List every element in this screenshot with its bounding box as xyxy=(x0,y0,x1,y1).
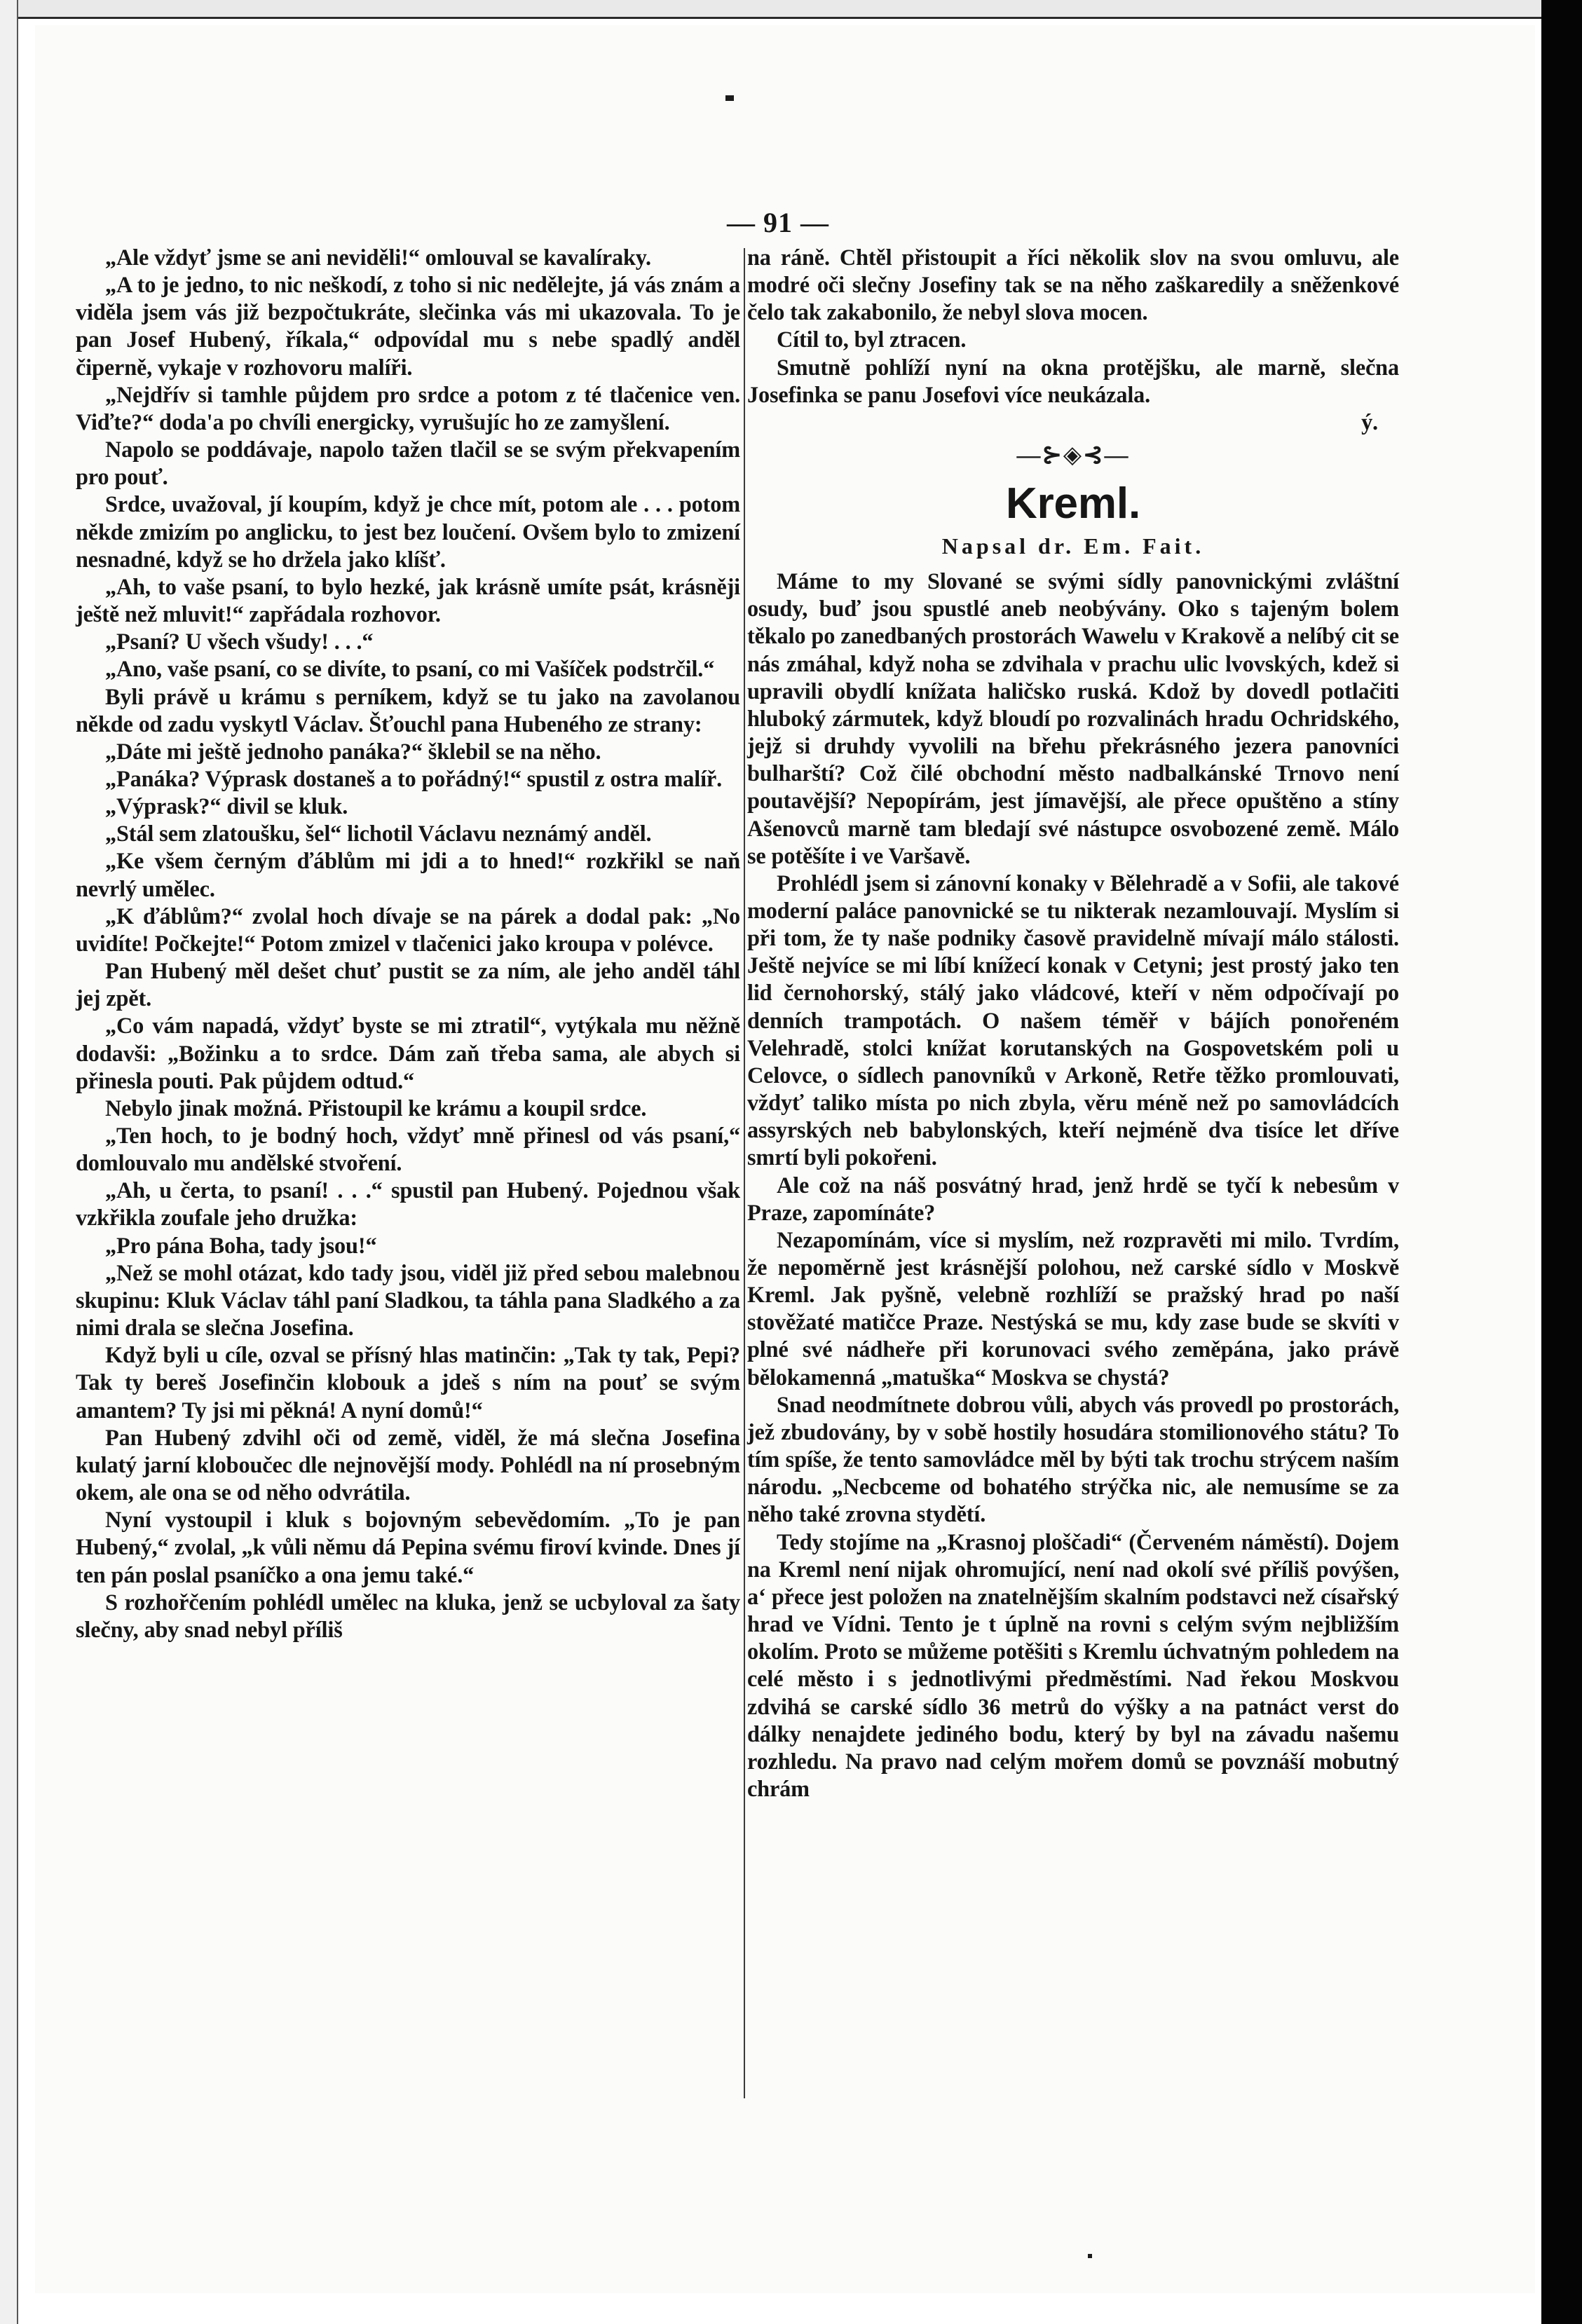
paragraph: Srdce, uvažoval, jí koupím, když je chce mít, potom ale . . . potom někde zmizím po anglicku, to jest bez loučení. Ovšem bylo to zmizení nesnadné, když se ho držela jako klíšť. xyxy=(76,491,740,572)
paragraph: Máme to my Slované se svými sídly panovnickými zvláštní osudy, buď jsou spustlé aneb neobývány. Oko s tajeným bolem těkalo po zanedbaných prostorách Wawelu v Krakově a nelíbý cit se nás zmáhal, když noha se zdvihala v prachu ulic lvovských, kdež si upravili obydlí knížata haličsko ruská. Kdož by dovedl potlačiti hluboký zármutek, když bloudí po rozvalinách hradu Ochridského, jejž si druhdy vyvolili na břehu překrásného jezera panovníci bulharští? Což čilé obchodní město nadbalkánské Trnovo není poutavější? Nepopírám, jest jímavější, ale přece opuštěno a stíny Ašenovců marně tam bledají své nástupce osvobozené země. Málo se potěšíte i ve Varšavě. xyxy=(747,568,1399,868)
right-column xyxy=(747,244,1399,1803)
scan-right-edge xyxy=(1541,0,1582,2324)
paragraph: Nebylo jinak možná. Přistoupil ke krámu a koupil srdce. xyxy=(105,1095,647,1121)
paragraph: „Nejdřív si tamhle půjdem pro srdce a potom z té tlačenice ven. Viďte?“ doda'a po chvíli energicky, vyrušujíc ho ze zamyšlení. xyxy=(76,381,740,435)
paragraph: „Pro pána Boha, tady jsou!“ xyxy=(105,1232,377,1258)
paragraph: „Dáte mi ještě jednoho panáka?“ šklebil se na něho. xyxy=(105,738,601,764)
paragraph: Když byli u cíle, ozval se přísný hlas matinčin: „Tak ty tak, Pepi? Tak ty bereš Josefinčin klobouk a jdeš s ním na pouť se svým amantem? Ty jsi mi pěkná! A nyní domů!“ xyxy=(76,1342,740,1423)
paragraph: Snad neodmítnete dobrou vůli, abych vás provedl po prostorách, jež zbudovány, by v sobě hostily hosudára stomilionového státu? To tím spíše, že tento samovládce měl by býti tak trochu strýcem naším národu. „Necbceme od bohatého strýčka nic, ale nemusíme se za něho také zrovna stydětí. xyxy=(747,1391,1399,1527)
speck-mark xyxy=(725,95,734,101)
paragraph: Smutně pohlíží nyní na okna protějšku, ale marně, slečna Josefinka se panu Josefovi více neukázala. xyxy=(747,354,1399,407)
paragraph: Cítil to, byl ztracen. xyxy=(777,327,967,353)
story-signature: ý. xyxy=(1361,409,1378,435)
paragraph: Pan Hubený zdvihl oči od země, viděl, že má slečna Josefina kulatý jarní kloboučec dle nejnovější mody. Pohlédl na ní prosebným okem, ale ona se od něho odvrátila. xyxy=(76,1424,740,1505)
paragraph: „Ten hoch, to je bodný hoch, vždyť mně přinesl od vás psaní,“ domlouvalo mu andělské stvoření. xyxy=(76,1123,740,1176)
paragraph: „Výprask?“ divil se kluk. xyxy=(105,793,348,819)
paragraph: Ale což na náš posvátný hrad, jenž hrdě se tyčí k nebesům v Praze, zapomínáte? xyxy=(747,1172,1399,1225)
paragraph: „Než se mohl otázat, kdo tady jsou, viděl již před sebou malebnou skupinu: Kluk Václav táhl paní Sladkou, ta táhla pana Sladkého a za nimi drala se slečna Josefina. xyxy=(76,1259,740,1341)
paragraph: Nyní vystoupil i kluk s bojovným sebevědomím. „To je pan Hubený,“ zvolal, „k vůli němu dá Pepina svému firoví kvinde. Dnes jí ten pán poslal psaníčko a ona jemu také.“ xyxy=(76,1507,740,1587)
paragraph: na ráně. Chtěl přistoupit a říci několik slov na svou omluvu, ale modré oči slečny Josefiny tak se na něho zaškaredily a sněženkové čelo tak zakabonilo, že nebyl slova mocen. xyxy=(747,245,1399,325)
paragraph: „Panáka? Výprask dostaneš a to pořádný!“ spustil z ostra malíř. xyxy=(105,765,723,791)
scan-top-edge xyxy=(0,0,1582,19)
paragraph: Pan Hubený měl dešet chuť pustit se za ním, ale jeho anděl táhl jej zpět. xyxy=(76,958,740,1011)
section-ornament: —⊱◈⊰— xyxy=(1016,442,1130,469)
left-column xyxy=(76,244,740,1643)
paragraph: „Ale vždyť jsme se ani neviděli!“ omlouval se kavalíraky. xyxy=(105,245,651,270)
article-byline: Napsal dr. Em. Fait. xyxy=(941,533,1205,559)
speck-mark xyxy=(1088,2254,1092,2258)
paragraph: Byli právě u krámu s perníkem, když se tu jako na zavolanou někde od zadu vyskytl Václav. Šťouchl pana Hubeného ze strany: xyxy=(76,683,740,737)
paragraph: „K ďáblům?“ zvolal hoch dívaje se na párek a dodal pak: „No uvidíte! Počkejte!“ Potom zmizel v tlačenici jako kroupa v polévce. xyxy=(76,903,740,956)
column-rule xyxy=(744,248,745,2098)
newspaper-page xyxy=(35,25,1535,2293)
paragraph: Tedy stojíme na „Krasnoj ploščadi“ (Červeném náměstí). Dojem na Kreml není nijak ohromující, není nad okolí své příliš povýšen, a‘ přece jest položen na znatelnějším skalním podstavci než císařský hrad ve Vídni. Tento je t úplně na rovni s celým svým nejbližším okolím. Proto se můžeme potěšiti s Kremlu úchvatným pohledem na celé město i s jednotlivými předměstími. Nad řekou Moskvou zdvihá se carské sídlo 36 metrů do výšky a na patnáct verst do dálky nenajdete jediného bodu, který by byl na závadu našemu rozhledu. Na pravo nad celým mořem domů se povznáší mobutný chrám xyxy=(747,1529,1399,1801)
paragraph: „Stál sem zlatoušku, šel“ lichotil Václavu neznámý anděl. xyxy=(105,821,652,847)
page-number: — 91 — xyxy=(727,207,829,238)
paragraph: S rozhořčením pohlédl umělec na kluka, jenž se ucbyloval za šaty slečny, aby snad nebyl příliš xyxy=(76,1589,740,1642)
article-title: Kreml. xyxy=(1005,479,1141,528)
paragraph: „Ano, vaše psaní, co se divíte, to psaní, co mi Vašíček podstrčil.“ xyxy=(105,656,715,682)
paragraph: Napolo se poddávaje, napolo tažen tlačil se se svým překvapením pro pouť. xyxy=(76,437,740,490)
scan-left-edge xyxy=(0,0,18,2324)
paragraph: Prohlédl jsem si zánovní konaky v Bělehradě a v Sofii, ale takové moderní paláce panovnické se tu nikterak nezamlouvají. Myslím si při tom, že ty naše podniky časově pravidelně mívají málo stálosti. Ještě nejvíce se mi líbí knížecí konak v Cetyni; jest prostý jako ten lid černohorský, stálý jako vládcové, kteří v něm odpočívají po denních trampotách. O našem téměř v bájích ponořeném Velehradě, stolci knížat korutanských na Gospovetském poli u Celovce, o sídlech panovníků v Arkoně, Retře těžko promlouvati, vždyť taliko místa po nich zbyla, věru méně než po samovládcích assyrských neb babylonských, kteří nejméně dva tisíce let dříve smrtí byli pokořeni. xyxy=(747,870,1399,1170)
paragraph: „Co vám napadá, vždyť byste se mi ztratil“, vytýkala mu něžně dodavši: „Božinku a to srdce. Dám zaň třeba sama, ale abych si přinesla pouti. Pak půjdem odtud.“ xyxy=(76,1013,740,1093)
paragraph: „Psaní? U všech všudy! . . .“ xyxy=(105,629,374,655)
paragraph: „Ah, to vaše psaní, to bylo hezké, jak krásně umíte psát, krásněji ještě než mluvit!“ zapřádala rozhovor. xyxy=(76,573,740,627)
paragraph: „Ah, u čerta, to psaní! . . .“ spustil pan Hubený. Pojednou však vzkřikla zoufale jeho družka: xyxy=(76,1177,740,1231)
paragraph: „Ke všem černým ďáblům mi jdi a to hned!“ rozkřikl se naň nevrlý umělec. xyxy=(76,848,740,901)
paragraph: „A to je jedno, to nic neškodí, z toho si nic nedělejte, já vás znám a viděla jsem vás již bezpočtukráte, slečinka vás mi ukazovala. To je pan Josef Hubený, říkala,“ odpovídal mu s nebe spadlý anděl čiperně, vykaje v rozhovoru malíři. xyxy=(76,272,740,380)
paragraph: Nezapomínám, více si myslím, než rozpravěti mi milo. Tvrdím, že nepoměrně jest krásnější polohou, než carské sídlo v Moskvě Kreml. Jak pyšně, velebně rozhlíží se pražský hrad po naší stověžaté matičce Praze. Nestýská se mu, kdy zase bude se skvíti v plné své nádheře při korunovaci svého zeměpána, jako právě bělokamenná „matuška“ Moskva se chystá? xyxy=(747,1226,1399,1390)
